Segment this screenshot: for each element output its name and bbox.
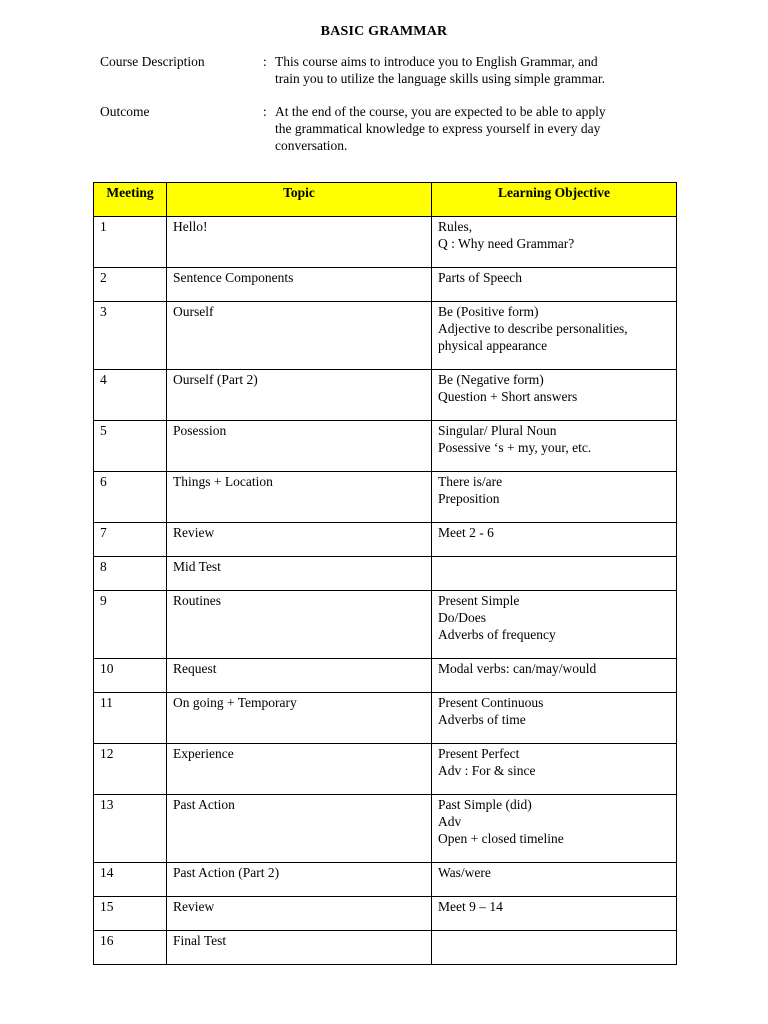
meeting-cell: 7 [94, 523, 167, 557]
meeting-cell: 8 [94, 557, 167, 591]
topic-cell: Posession [167, 421, 432, 472]
learning-objective-cell [432, 863, 677, 897]
learning-objective-line: Past Simple (did) [438, 797, 532, 812]
table-row [94, 931, 677, 965]
table-row [94, 693, 677, 744]
learning-objective-line: Q : Why need Grammar? [438, 236, 575, 251]
outcome-line: the grammatical knowledge to express yourself in every day [275, 121, 601, 136]
topic-cell: Ourself (Part 2) [167, 370, 432, 421]
meeting-cell: 1 [94, 217, 167, 268]
learning-objective-cell [432, 744, 677, 795]
meeting-schedule-table [93, 182, 677, 965]
learning-objective-line: Rules, [438, 219, 473, 234]
table-row [94, 557, 677, 591]
course-description-line: This course aims to introduce you to English Grammar, and [275, 54, 598, 69]
table-row [94, 523, 677, 557]
learning-objective-cell [432, 302, 677, 370]
table-row [94, 863, 677, 897]
topic-cell: Review [167, 523, 432, 557]
table-row [94, 897, 677, 931]
meeting-cell: 12 [94, 744, 167, 795]
topic-cell: Past Action [167, 795, 432, 863]
topic-cell: Experience [167, 744, 432, 795]
outcome-line: At the end of the course, you are expected to be able to apply [275, 104, 606, 119]
meeting-cell: 5 [94, 421, 167, 472]
learning-objective-line: Adverbs of time [438, 712, 526, 727]
meeting-cell: 2 [94, 268, 167, 302]
topic-cell: Past Action (Part 2) [167, 863, 432, 897]
outcome-label: Outcome [100, 104, 150, 119]
table-row [94, 591, 677, 659]
document-title: BASIC GRAMMAR [320, 24, 448, 39]
table-row [94, 472, 677, 523]
learning-objective-line: Adv : For & since [438, 763, 536, 778]
topic-column-header: Topic [167, 183, 432, 217]
learning-objective-cell [432, 472, 677, 523]
learning-objective-line: Present Simple [438, 593, 520, 608]
topic-cell: Final Test [167, 931, 432, 965]
meeting-cell: 10 [94, 659, 167, 693]
learning-objective-line: Be (Positive form) [438, 304, 539, 319]
topic-cell: Hello! [167, 217, 432, 268]
meeting-column-header: Meeting [94, 183, 167, 217]
topic-cell: Routines [167, 591, 432, 659]
topic-cell: Things + Location [167, 472, 432, 523]
table-body [94, 217, 677, 965]
learning-objective-line: Be (Negative form) [438, 372, 544, 387]
learning-objective-line: Open + closed timeline [438, 831, 564, 846]
learning-objective-line: Preposition [438, 491, 500, 506]
table-row [94, 421, 677, 472]
learning-objective-line: Meet 2 - 6 [438, 525, 494, 540]
topic-cell: On going + Temporary [167, 693, 432, 744]
learning-objective-column-header: Learning Objective [432, 183, 677, 217]
table-row [94, 744, 677, 795]
meeting-cell: 3 [94, 302, 167, 370]
meeting-cell: 11 [94, 693, 167, 744]
learning-objective-line: There is/are [438, 474, 503, 489]
learning-objective-cell [432, 591, 677, 659]
table-row [94, 370, 677, 421]
meeting-cell: 4 [94, 370, 167, 421]
learning-objective-cell [432, 268, 677, 302]
table-header-row [94, 183, 677, 217]
learning-objective-line: physical appearance [438, 338, 548, 353]
outcome-text [275, 103, 675, 154]
course-description-line: train you to utilize the language skills using simple grammar. [275, 71, 605, 86]
outcome-line: conversation. [275, 138, 348, 153]
learning-objective-cell [432, 421, 677, 472]
meeting-cell: 16 [94, 931, 167, 965]
meeting-cell: 14 [94, 863, 167, 897]
table-row [94, 795, 677, 863]
learning-objective-line: Adjective to describe personalities, [438, 321, 628, 336]
meeting-cell: 15 [94, 897, 167, 931]
learning-objective-cell [432, 795, 677, 863]
meeting-cell: 9 [94, 591, 167, 659]
learning-objective-line: Present Perfect [438, 746, 520, 761]
learning-objective-cell [432, 217, 677, 268]
table-row [94, 302, 677, 370]
topic-cell: Mid Test [167, 557, 432, 591]
topic-cell: Sentence Components [167, 268, 432, 302]
outcome-colon: : [263, 104, 267, 119]
table-row [94, 659, 677, 693]
topic-cell: Review [167, 897, 432, 931]
table-row [94, 268, 677, 302]
learning-objective-line: Present Continuous [438, 695, 544, 710]
learning-objective-cell [432, 897, 677, 931]
table-row [94, 217, 677, 268]
course-description-text [275, 53, 675, 87]
learning-objective-cell [432, 693, 677, 744]
learning-objective-cell [432, 931, 677, 965]
learning-objective-line: Adv [438, 814, 462, 829]
meeting-cell: 13 [94, 795, 167, 863]
learning-objective-cell [432, 557, 677, 591]
learning-objective-line: Singular/ Plural Noun [438, 423, 557, 438]
learning-objective-cell [432, 370, 677, 421]
learning-objective-cell [432, 659, 677, 693]
learning-objective-cell [432, 523, 677, 557]
topic-cell: Request [167, 659, 432, 693]
learning-objective-line: Parts of Speech [438, 270, 522, 285]
meeting-cell: 6 [94, 472, 167, 523]
learning-objective-line: Question + Short answers [438, 389, 578, 404]
topic-cell: Ourself [167, 302, 432, 370]
learning-objective-line: Posessive ‘s + my, your, etc. [438, 440, 592, 455]
course-description-colon: : [263, 54, 267, 69]
learning-objective-line: Was/were [438, 865, 491, 880]
learning-objective-line: Do/Does [438, 610, 486, 625]
learning-objective-line: Meet 9 – 14 [438, 899, 503, 914]
learning-objective-line: Adverbs of frequency [438, 627, 556, 642]
course-description-label: Course Description [100, 54, 205, 69]
learning-objective-line: Modal verbs: can/may/would [438, 661, 597, 676]
